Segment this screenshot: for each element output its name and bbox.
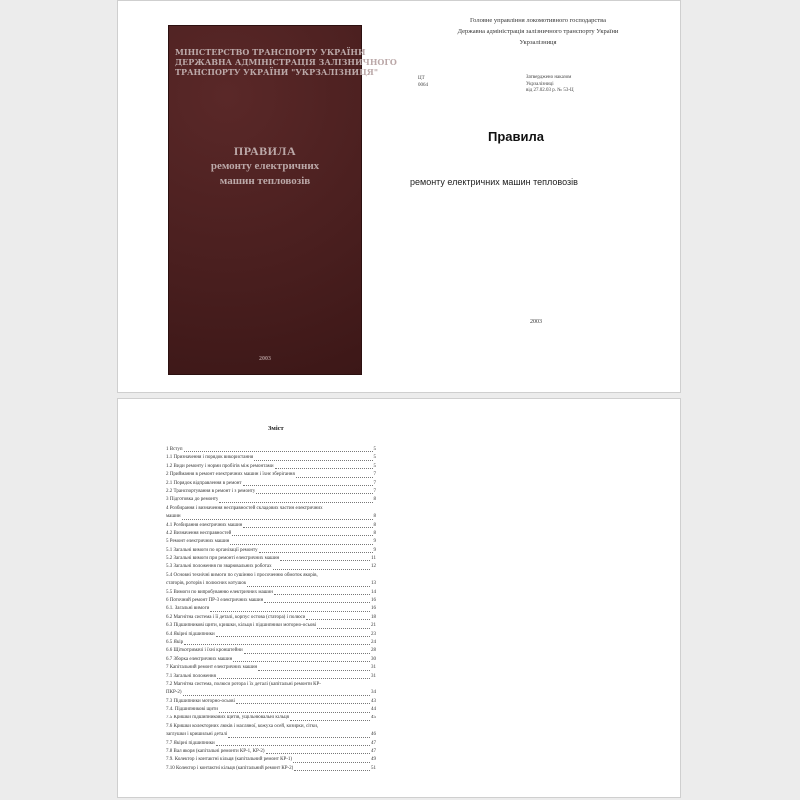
toc-entry-title: 7.6 Кришки колекторних люків і масляної, кожуха осей, козирки, сітки,: [166, 723, 319, 729]
toc-entry-page: 44: [371, 707, 376, 713]
toc-entry[interactable]: [166, 740, 376, 748]
toc-entry-title: 6.3 Підшипникові щити, кришки, кільця і підшипники моторно-осьові: [166, 623, 317, 629]
document-subtitle: ремонту електричних машин тепловозів: [410, 177, 578, 187]
toc-leader-dots: [236, 703, 370, 704]
toc-entry-title: 7.7 Якірні підшипники: [166, 740, 215, 746]
toc-entry-title: заглушки і кришильні деталі: [166, 732, 228, 738]
toc-entry-title: 5.5 Вимоги по випробуванню електричних машин: [166, 589, 273, 595]
cover-org-line: ТРАНСПОРТУ УКРАЇНИ "УКРЗАЛІЗНИЦЯ": [175, 67, 379, 77]
cover-subtitle-line: машин тепловозів: [219, 175, 311, 187]
toc-entry[interactable]: [166, 446, 376, 454]
toc-entry-title: 6.6 Щіткотримачі і їхні кронштейни: [166, 648, 243, 654]
toc-entry-page: 13: [371, 581, 376, 587]
toc-entry-title: 2.1 Порядок відправлення в ремонт: [166, 480, 242, 486]
toc-entry-page: 51: [371, 765, 376, 771]
document-year: 2003: [530, 319, 542, 325]
toc-entry-page: 46: [371, 732, 376, 738]
toc-entry[interactable]: [166, 673, 376, 681]
approval-line: Укрзалізниці: [526, 81, 554, 87]
toc-entry[interactable]: [166, 597, 376, 605]
toc-leader-dots: [183, 695, 370, 696]
toc-entry-title: 1.1 Призначення і порядок використання: [166, 455, 254, 461]
toc-entry[interactable]: [166, 454, 376, 462]
toc-entry-title: 2 Приймання в ремонт електричних машин і їхнє зберігання: [166, 472, 295, 478]
toc-leader-dots: [280, 560, 370, 561]
toc-entry[interactable]: [166, 681, 376, 689]
toc-entry-page: 9: [373, 547, 376, 553]
toc-entry[interactable]: [166, 639, 376, 647]
toc-entry-page: 5: [373, 463, 376, 469]
toc-entry-title: 7.1 Загальні положення: [166, 673, 216, 679]
toc-entry-page: 31: [371, 673, 376, 679]
toc-entry-title: 7.5 Кришки підшипникових щитів, ущільнювальні кільця: [166, 715, 289, 721]
toc-entry-page: 16: [371, 598, 376, 604]
toc-entry-page: 21: [371, 623, 376, 629]
toc-leader-dots: [184, 451, 373, 452]
toc-entry-page: 8: [373, 530, 376, 536]
cover-title-block: [169, 144, 361, 189]
toc-leader-dots: [274, 594, 370, 595]
toc-leader-dots: [275, 468, 373, 469]
toc-leader-dots: [243, 527, 372, 528]
toc-entry-page: 9: [373, 539, 376, 545]
toc-entry-title: 7.8 Вал якоря (капітальні ремонти КР-1, КР-2): [166, 749, 265, 755]
toc-entry-page: 43: [371, 698, 376, 704]
toc-leader-dots: [294, 770, 370, 771]
toc-entry-page: 28: [371, 648, 376, 654]
document-page-contents: [117, 398, 681, 798]
cover-year: 2003: [259, 356, 271, 362]
toc-leader-dots: [256, 493, 372, 494]
toc-entry[interactable]: [166, 471, 376, 479]
cover-org-line: ДЕРЖАВНА АДМІНІСТРАЦІЯ ЗАЛІЗНИЧНОГО: [175, 57, 397, 67]
toc-leader-dots: [259, 552, 373, 553]
toc-leader-dots: [264, 602, 370, 603]
toc-entry[interactable]: [166, 505, 376, 513]
toc-entry[interactable]: [166, 715, 376, 723]
toc-entry-page: 8: [373, 522, 376, 528]
toc-entry[interactable]: [166, 631, 376, 639]
toc-entry[interactable]: [166, 698, 376, 706]
toc-entry-page: 47: [371, 740, 376, 746]
toc-entry-title: 3 Підготовка до ремонту: [166, 497, 219, 503]
toc-entry-title: 6.4 Якірні підшипники: [166, 631, 215, 637]
toc-entry-title: 5.4 Основні технічні вимоги по сушінню і просоченню обмоток якорів,: [166, 572, 318, 578]
toc-leader-dots: [230, 544, 372, 545]
toc-entry-page: 7: [373, 488, 376, 494]
toc-leader-dots: [254, 460, 372, 461]
toc-entry[interactable]: [166, 664, 376, 672]
toc-entry[interactable]: [166, 748, 376, 756]
toc-entry-title: 7.2 Магнітна система, полюси ротора і їх деталі (капітальні ремонти КР-: [166, 681, 321, 687]
toc-entry-title: 6.7 Зборка електричних машин: [166, 656, 233, 662]
toc-entry-page: 45: [371, 715, 376, 721]
toc-leader-dots: [244, 653, 370, 654]
toc-leader-dots: [219, 712, 370, 713]
toc-entry[interactable]: [166, 656, 376, 664]
toc-leader-dots: [247, 586, 370, 587]
toc-leader-dots: [219, 502, 372, 503]
toc-leader-dots: [210, 611, 370, 612]
toc-entry[interactable]: [166, 563, 376, 571]
toc-entry-title: 5.1 Загальні вимоги по організації ремонту: [166, 547, 258, 553]
cover-subtitle-line: ремонту електричних: [210, 160, 320, 172]
toc-entry[interactable]: [166, 480, 376, 488]
toc-entry-title: 7 Капітальний ремонт електричних машин: [166, 665, 258, 671]
toc-entry[interactable]: [166, 605, 376, 613]
toc-entry-page: 14: [371, 589, 376, 595]
toc-entry-title: 5.2 Загальні вимоги при ремонті електричних машин: [166, 556, 280, 562]
toc-entry[interactable]: [166, 547, 376, 555]
toc-entry[interactable]: [166, 614, 376, 622]
cover-org-line: МІНІСТЕРСТВО ТРАНСПОРТУ УКРАЇНИ: [175, 47, 366, 57]
toc-entry-page: 8: [373, 497, 376, 503]
approval-note: [526, 75, 574, 95]
toc-entry-title: 6.1. Загальні вимоги: [166, 606, 210, 612]
toc-entry-page: 31: [371, 665, 376, 671]
document-code: [418, 75, 428, 89]
toc-leader-dots: [293, 762, 370, 763]
header-line: Укрзалізниця: [519, 39, 557, 46]
document-title: Правила: [488, 129, 544, 144]
toc-entry-page: 5: [373, 446, 376, 452]
toc-entry-title: ПКР-2): [166, 690, 182, 696]
toc-entry-title: 7.9. Колектор і контактні кільця (капітальний ремонт КР-1): [166, 757, 293, 763]
toc-leader-dots: [306, 619, 370, 620]
toc-entry-page: 47: [371, 749, 376, 755]
book-cover-image: [168, 25, 397, 375]
toc-entry-page: 11: [371, 556, 376, 562]
toc-entry[interactable]: [166, 731, 376, 739]
toc-entry[interactable]: [166, 530, 376, 538]
toc-entry[interactable]: [166, 756, 376, 764]
toc-entry[interactable]: [166, 463, 376, 471]
toc-entry[interactable]: [166, 622, 376, 630]
code-line: 0064: [418, 83, 428, 88]
approval-line: Затверджено наказом: [526, 75, 572, 80]
toc-entry-title: 7.3 Підшипники моторно-осьові: [166, 698, 235, 704]
toc-entry-title: 1.2 Види ремонту і норми пробігів між ремонтами: [166, 463, 274, 469]
toc-leader-dots: [266, 753, 370, 754]
header-line: Головне управління локомотивного господарства: [470, 17, 606, 24]
toc-entry[interactable]: [166, 572, 376, 580]
toc-entry-title: статорів, роторів і полюсних котушок: [166, 581, 247, 587]
toc-entry-page: 5: [373, 455, 376, 461]
document-page-cover-and-title: [117, 0, 681, 393]
toc-entry-title: машин: [166, 514, 181, 520]
toc-entry[interactable]: [166, 589, 376, 597]
toc-entry-title: 4 Розбирання і визначення несправностей складових частин електричних: [166, 505, 323, 511]
cover-organization: [169, 47, 397, 77]
toc-entry[interactable]: [166, 765, 376, 773]
toc-entry-title: 5 Ремонт електричних машин: [166, 539, 230, 545]
toc-entry-page: 49: [371, 757, 376, 763]
toc-entry-title: 2.2 Транспортування в ремонт і з ремонту: [166, 488, 256, 494]
toc-entry[interactable]: [166, 689, 376, 697]
toc-entry-page: 7: [373, 480, 376, 486]
table-of-contents: [166, 446, 376, 773]
toc-leader-dots: [182, 519, 373, 520]
header-line: Державна адміністрація залізничного транспорту України: [457, 28, 619, 35]
toc-entry-page: 8: [373, 514, 376, 520]
toc-entry-title: 6 Поточний ремонт ПР-3 електричних машин: [166, 598, 264, 604]
toc-entry-title: 7.4. Підшипникові щити: [166, 707, 218, 713]
toc-leader-dots: [317, 628, 370, 629]
toc-entry[interactable]: [166, 555, 376, 563]
toc-entry-page: 23: [371, 631, 376, 637]
toc-leader-dots: [273, 569, 370, 570]
toc-entry-title: 7.10 Колектор і контактні кільця (капітальний ремонт КР-2): [166, 765, 294, 771]
toc-heading: Зміст: [268, 425, 284, 432]
toc-entry-page: 12: [371, 564, 376, 570]
toc-leader-dots: [216, 636, 370, 637]
toc-entry[interactable]: [166, 496, 376, 504]
toc-leader-dots: [217, 678, 370, 679]
toc-leader-dots: [290, 720, 370, 721]
title-page-header: [438, 15, 638, 48]
toc-leader-dots: [184, 644, 370, 645]
toc-entry[interactable]: [166, 488, 376, 496]
code-line: ЦТ: [418, 76, 425, 81]
toc-entry[interactable]: [166, 538, 376, 546]
toc-entry[interactable]: [166, 522, 376, 530]
toc-entry-page: 30: [371, 656, 376, 662]
toc-entry-title: 5.3 Загальні положення по зварювальних роботах: [166, 564, 272, 570]
toc-leader-dots: [216, 745, 370, 746]
toc-leader-dots: [296, 477, 373, 478]
toc-entry-title: 6.5 Якір: [166, 639, 184, 645]
toc-leader-dots: [228, 737, 370, 738]
toc-entry-page: 18: [371, 614, 376, 620]
toc-entry-title: 4.2 Визначення несправностей: [166, 530, 232, 536]
toc-leader-dots: [233, 661, 370, 662]
toc-entry-page: 7: [373, 472, 376, 478]
toc-entry[interactable]: [166, 706, 376, 714]
toc-leader-dots: [258, 670, 370, 671]
toc-entry-title: 1 Вступ: [166, 446, 183, 452]
toc-entry[interactable]: [166, 647, 376, 655]
toc-entry-title: 4.1 Розбирання електричних машин: [166, 522, 243, 528]
approval-line: від 27.02.03 р. № 53-Ц: [526, 88, 574, 93]
toc-entry[interactable]: [166, 723, 376, 731]
toc-entry-page: 16: [371, 606, 376, 612]
toc-entry[interactable]: [166, 580, 376, 588]
toc-leader-dots: [232, 535, 372, 536]
toc-leader-dots: [243, 485, 373, 486]
toc-entry-page: 34: [371, 690, 376, 696]
toc-entry-page: 24: [371, 639, 376, 645]
toc-entry[interactable]: [166, 513, 376, 521]
cover-title: ПРАВИЛА: [233, 144, 297, 158]
toc-entry-title: 6.2 Магнітна система і її деталі, корпус остова (статора) і полюси: [166, 614, 306, 620]
